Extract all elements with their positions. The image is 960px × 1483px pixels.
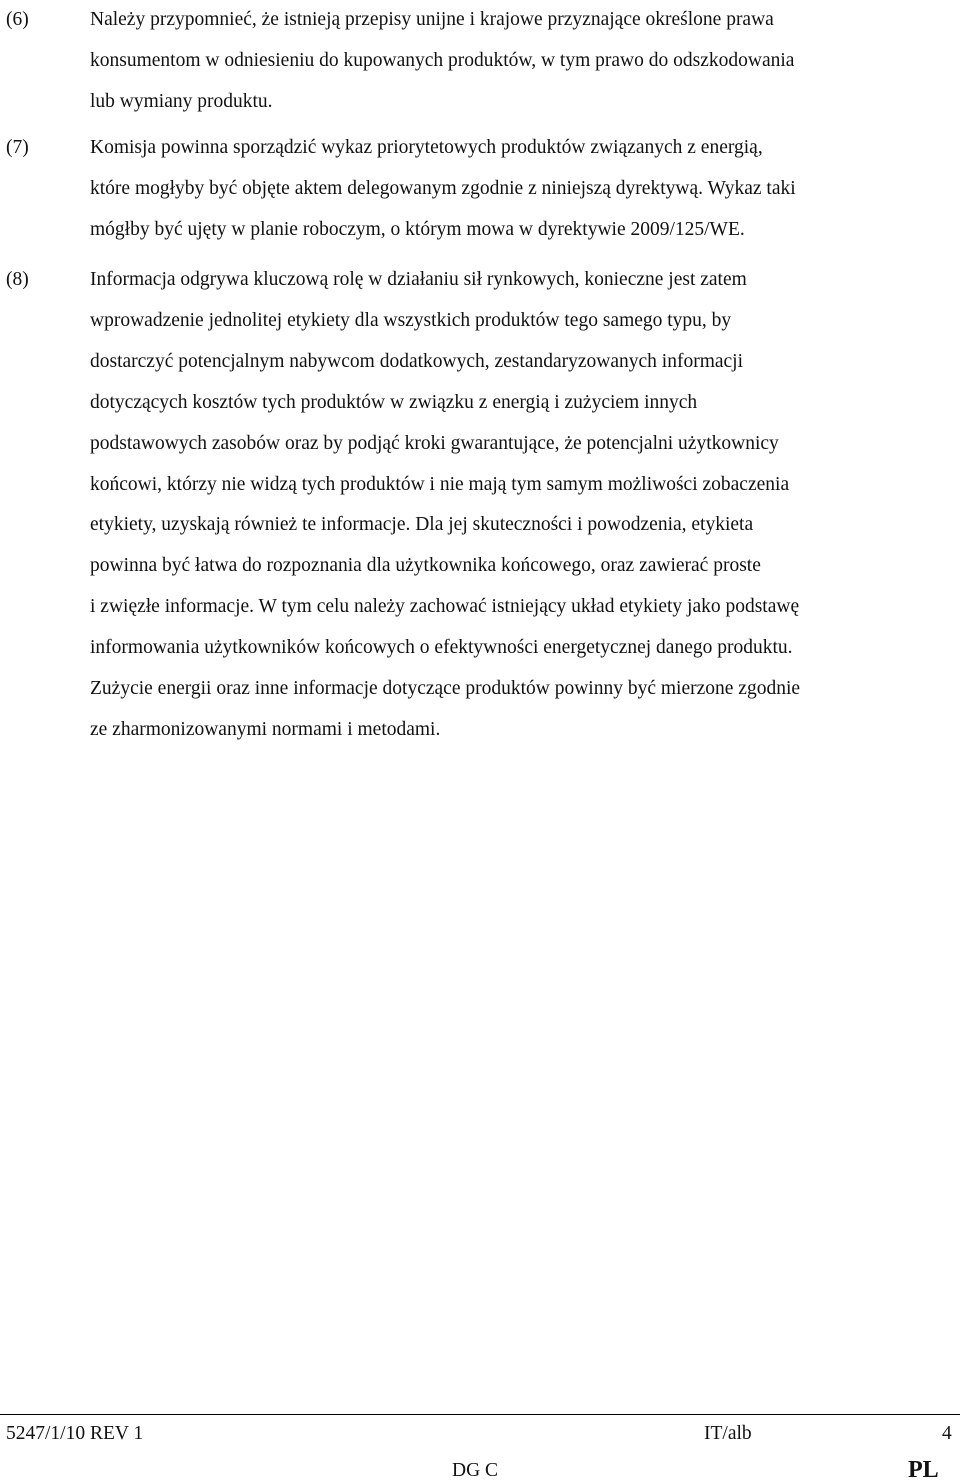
text-line: wprowadzenie jednolitej etykiety dla wszystkich produktów tego samego typu, by bbox=[90, 309, 732, 331]
text-line: dotyczących kosztów tych produktów w związku z energią i zużyciem innych bbox=[90, 391, 698, 413]
text-line: Informacja odgrywa kluczową rolę w działaniu sił rynkowych, konieczne jest zatem bbox=[90, 269, 747, 290]
footer-document-reference: 5247/1/10 REV 1 bbox=[6, 1423, 144, 1444]
footer-directorate: DG C bbox=[452, 1460, 499, 1481]
text-line: dostarczyć potencjalnym nabywcom dodatkowych, zestandaryzowanych informacji bbox=[90, 350, 744, 372]
text-line: powinna być łatwa do rozpoznania dla użytkownika końcowego, oraz zawierać proste bbox=[90, 555, 761, 577]
text-line: i zwięzłe informacje. W tym celu należy zachować istniejący układ etykiety jako podstawę bbox=[90, 596, 800, 618]
text-line: informowania użytkowników końcowych o efektywności energetycznej danego produktu. bbox=[90, 637, 793, 659]
text-line: etykiety, uzyskają również te informacje. Dla jej skuteczności i powodzenia, etykieta bbox=[90, 514, 754, 536]
text-line: podstawowych zasobów oraz by podjąć kroki gwarantujące, że potencjalni użytkownicy bbox=[90, 432, 779, 454]
text-line: końcowi, którzy nie widzą tych produktów i nie mają tym samym możliwości zobaczenia bbox=[90, 473, 790, 495]
text-line: lub wymiany produktu. bbox=[90, 90, 273, 112]
footer-page-number: 4 bbox=[942, 1423, 952, 1444]
text-line: mógłby być ujęty w planie roboczym, o którym mowa w dyrektywie 2009/125/WE. bbox=[90, 218, 745, 240]
text-line: które mogłyby być objęte aktem delegowanym zgodnie z niniejszą dyrektywą. Wykaz taki bbox=[90, 177, 796, 199]
footer-language-code: PL bbox=[908, 1457, 939, 1483]
paragraph-text bbox=[90, 128, 952, 251]
paragraph-text bbox=[90, 260, 952, 751]
text-line: Komisja powinna sporządzić wykaz priorytetowych produktów związanych z energią, bbox=[90, 137, 763, 158]
paragraph-number: (7) bbox=[6, 137, 29, 158]
footer-divider bbox=[0, 1414, 960, 1415]
paragraph-number: (6) bbox=[6, 9, 29, 30]
paragraph-number: (8) bbox=[6, 269, 29, 290]
text-line: Zużycie energii oraz inne informacje dotyczące produktów powinny być mierzone zgodnie bbox=[90, 678, 801, 700]
footer-unit-code: IT/alb bbox=[704, 1423, 752, 1444]
text-line: konsumentom w odniesieniu do kupowanych produktów, w tym prawo do odszkodowania bbox=[90, 49, 795, 71]
text-line: Należy przypomnieć, że istnieją przepisy unijne i krajowe przyznające określone prawa bbox=[90, 9, 774, 30]
paragraph-text bbox=[90, 0, 952, 123]
text-line: ze zharmonizowanymi normami i metodami. bbox=[90, 718, 441, 740]
